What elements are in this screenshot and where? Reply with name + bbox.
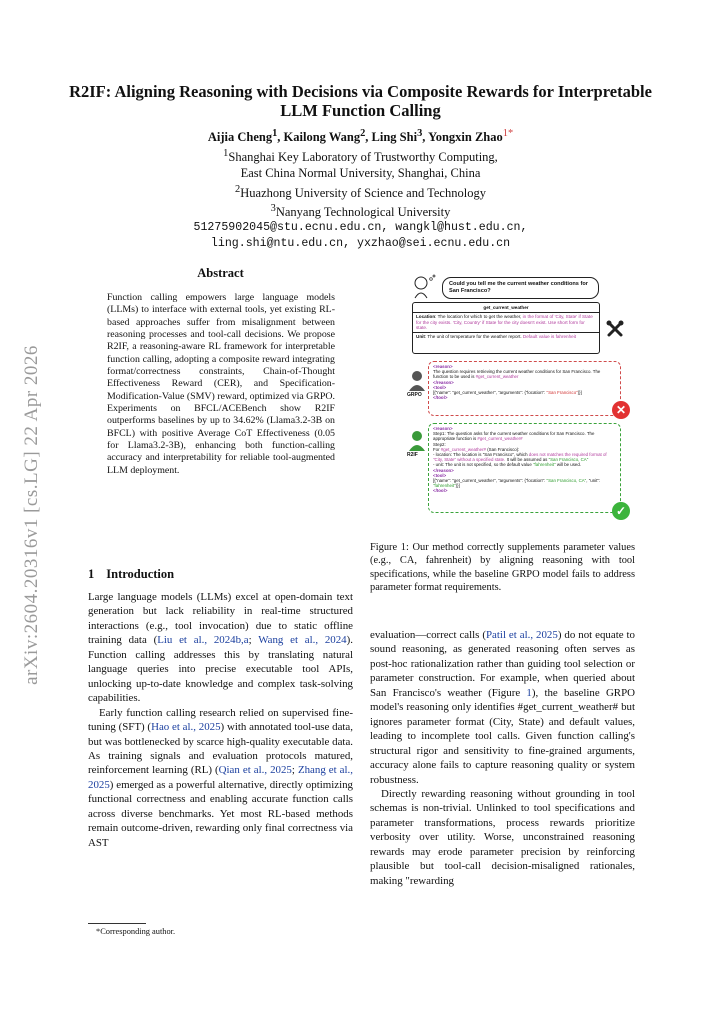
affiliation-line: East China Normal University, Shanghai, China bbox=[240, 166, 481, 181]
author: Kailong Wang bbox=[283, 130, 361, 145]
right-column-text bbox=[370, 628, 635, 888]
incorrect-icon: ✕ bbox=[612, 401, 630, 419]
tool-name: get_current_weather bbox=[413, 303, 599, 313]
tools-icon bbox=[606, 320, 624, 338]
author-affil-mark: 2 bbox=[360, 128, 366, 139]
grpo-label: GRPO bbox=[407, 392, 422, 398]
figure-ref-link[interactable]: 1 bbox=[526, 686, 532, 699]
footnote: *Corresponding author. bbox=[96, 927, 176, 936]
tool-param-location: Location: The location for which to get the weather, in the format of 'City, State' if State for the city exists. 'City, Country' if State for the city doesn't exist. Use short form for state. bbox=[413, 313, 599, 332]
author-affil-mark: 1 bbox=[272, 128, 278, 139]
email-line[interactable]: 51275902045@stu.ecnu.edu.cn, wangkl@hust.edu.cn, bbox=[193, 221, 528, 235]
citation-link[interactable]: Qian et al., 2025 bbox=[218, 764, 292, 777]
grpo-model-icon bbox=[408, 370, 426, 392]
affiliation-line: $^1$Shanghai Key Laboratory of Trustworthy Computing, bbox=[223, 148, 498, 165]
correct-icon: ✓ bbox=[612, 502, 630, 520]
author: Aijia Cheng bbox=[207, 130, 273, 145]
tool-param-unit: Unit: The unit of temperature for the weather report. Default value is fahrenheit bbox=[416, 333, 577, 339]
citation-link[interactable]: Hao et al., 2025 bbox=[151, 721, 221, 734]
citation-link[interactable]: Wang et al., 2024 bbox=[258, 634, 347, 647]
footnote-rule bbox=[88, 923, 146, 924]
author-affil-mark: 3 bbox=[417, 128, 423, 139]
affiliation-line: $^2$Huazhong University of Science and Technology bbox=[235, 183, 486, 200]
arxiv-identifier: arXiv:2604.20316v1 [cs.LG] 22 Apr 2026 bbox=[21, 345, 42, 685]
paragraph: Directly rewarding reasoning without grounding in tool schemas is non-trivial. Unlinked to tool specifications and parameter transformations, process rewards prioritize verbosity over utility. Worse, unconstrained reasoning rewards may erode parameter precision by reinforcing plausible but tool-call decision-misaligned rationales, making "rewarding bbox=[370, 787, 635, 887]
abstract-body: Function calling empowers large language models (LLMs) to interface with external tools, yet existing RL-based approaches suffer from misalignment between reasoning processes and tool-call decisions. We propose R2IF, a reasoning-aware RL framework for interpretable function calling, adopting a composite reward integrating format/correctness constraints, Chain-of-Thought Effectiveness Reward (CER), and Specification-Modification-Value (SMV) reward, optimized via GRPO. Experiments on BFCL/ACEBench show R2IF outperforms baselines by up to 34.62% (Llama3.2-3B on BFCL) with positive Average CoT Effectiveness (0.05 for Llama3.2-3B), enhancing both function-calling accuracy and interpretability for reliable tool-augmented LLM deployment. bbox=[107, 292, 335, 476]
citation-link[interactable]: Liu et al., 2024b,a bbox=[157, 634, 249, 647]
citation-link[interactable]: Zhang et al., 2025 bbox=[88, 764, 353, 791]
paragraph: Large language models (LLMs) excel at open-domain text generation but lack reliability in real-time structured interactions (e.g., tool invocation) due to static offline training data (Liu et al., 2024b,a; Wang et al., 2024). Function calling addresses this by translating natural language queries into precise executable tool APIs, unlocking up-to-date knowledge and complex task-solving capabilities. bbox=[88, 591, 353, 705]
affiliation-line: $^3$Nanyang Technological University bbox=[270, 202, 451, 220]
figure-caption: Figure 1: Our method correctly supplements parameter values (e.g., CA, fahrenheit) by aligning reasoning with tool specifications, while the baseline GRPO model fails to address parameter format requirements. bbox=[370, 542, 635, 594]
r2if-label: R2IF bbox=[407, 452, 418, 458]
author-affil-mark: 1* bbox=[502, 128, 514, 139]
r2if-model-icon bbox=[408, 430, 426, 452]
figure-1 bbox=[400, 270, 635, 525]
section-heading: 1 Introduction bbox=[88, 567, 175, 581]
abstract-heading: Abstract bbox=[197, 266, 244, 280]
intro-text bbox=[88, 590, 353, 850]
author: Ling Shi bbox=[371, 130, 418, 145]
email-line[interactable]: ling.shi@ntu.edu.cn, yxzhao@sei.ecnu.edu.cn bbox=[210, 237, 511, 251]
author-list: Aijia Cheng$^1$, Kailong Wang$^2$, Ling Shi$^3$, Yongxin Zhao$^{1*}$ bbox=[207, 128, 514, 145]
tool-spec-box bbox=[412, 302, 600, 354]
affiliations bbox=[60, 146, 661, 253]
author: Yongxin Zhao bbox=[428, 130, 503, 145]
paragraph: evaluation—correct calls (Patil et al., 2025) do not equate to sound reasoning, as generated reasoning often serves as post-hoc rationalization rather than guiding tool selection or parameter construction. For example, when queried about San Francisco's weather (Figure 1), the baseline GRPO model's reasoning only identifies #get_current_weather# but ignores parameter format (City, State) and default values, leading to incomplete tool calls. Given function calling's structural rigor and sensitivity to fine-grained arguments, accuracy alone fails to capture reasoning quality or system robustness. bbox=[370, 629, 635, 786]
user-question-bubble: Could you tell me the current weather conditions for San Francisco? bbox=[442, 277, 599, 299]
grpo-output-box: <reason> The question requires retrieving the current weather conditions for San Francisco. The function to be used is #get_current_weather </reason> <tool> [{"name": "get_current_weather", "arguments": {"location": "San Francisco"}}] </tool> bbox=[428, 361, 621, 416]
citation-link[interactable]: Patil et al., 2025 bbox=[486, 629, 558, 641]
r2if-output-box: <reason> Step1: The question asks for the current weather conditions for San Francisco. The appropriate function is #get_current_weather# Step2: For #get_current_weather# (San Francisco): - location: The location is "San Francisco", which does not matches the required format of "City, State" without a specified state. It will be assumed as "San Francisco, CA" - unit: The unit is not specified, so the default value "fahrenheit" will be used. </reason> <tool> [{"name": "get_current_weather", "arguments": {"location": "San Francisco, CA", "unit": "fahrenheit"}}] </tool> bbox=[428, 423, 621, 513]
paper-title: R2IF: Aligning Reasoning with Decisions via Composite Rewards for Interpretable LLM Function Calling bbox=[69, 82, 652, 120]
user-thinking-icon bbox=[411, 274, 437, 300]
paragraph: Early function calling research relied on supervised fine-tuning (SFT) (Hao et al., 2025) with annotated tool-use data, but was bottlenecked by scarce high-quality executable data. As training signals and evaluation protocols matured, reinforcement learning (RL) (Qian et al., 2025; Zhang et al., 2025) emerged as a powerful alternative, directly optimizing functional correctness and enabling accurate function calls across diverse benchmarks. Yet most RL-based methods remain outcome-driven, rewarding only final correctness via AST bbox=[88, 706, 353, 849]
